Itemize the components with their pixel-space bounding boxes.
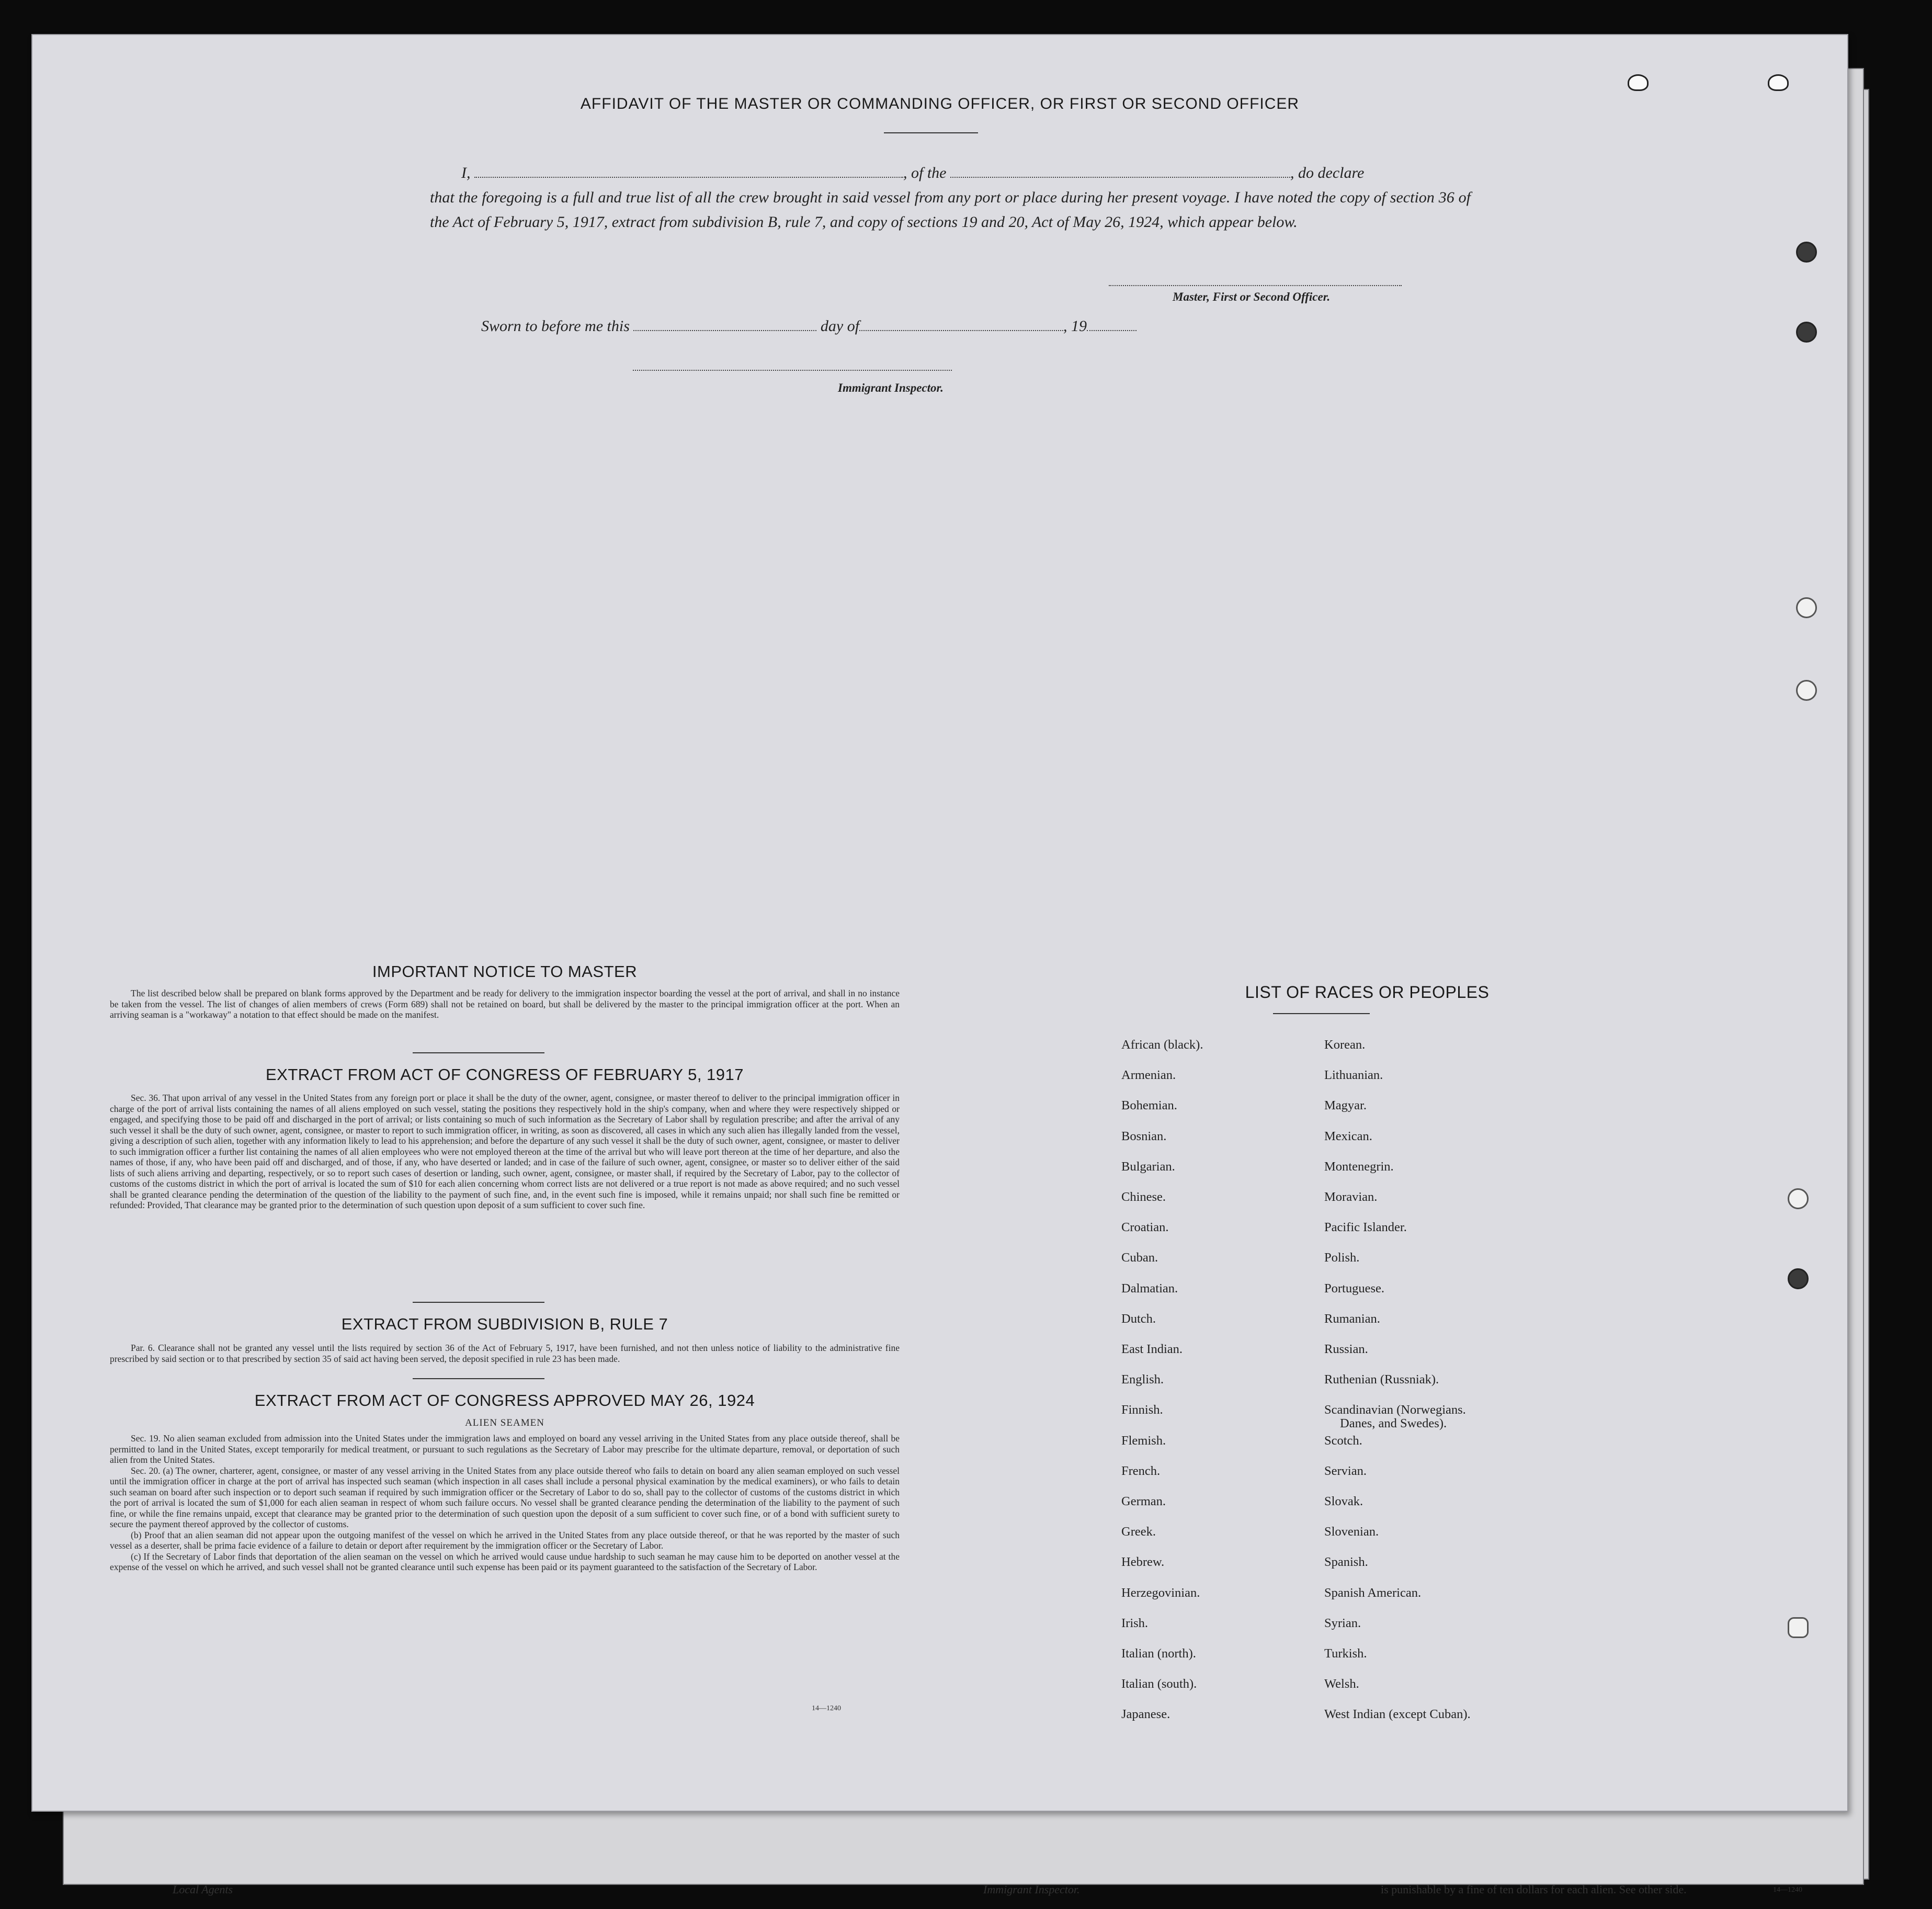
race-item: Welsh. (1324, 1677, 1359, 1691)
race-item: Spanish American. (1324, 1585, 1422, 1600)
race-item: Montenegrin. (1324, 1159, 1394, 1174)
extract-1924-title: EXTRACT FROM ACT OF CONGRESS APPROVED MAY 26, 1924 (254, 1391, 755, 1410)
extract-1924-text (110, 1433, 900, 1573)
race-item: Spanish. (1324, 1555, 1368, 1570)
affidavit-text (430, 161, 1471, 234)
race-item: Portuguese. (1324, 1281, 1384, 1296)
name-blank (474, 166, 903, 178)
master-signature-label: Master, First or Second Officer. (1173, 290, 1331, 303)
divider (884, 132, 978, 133)
background-edge-text: is punishable by a fine of ten dollars for each alien. See other side. (1381, 1883, 1687, 1896)
background-edge-text: Local Agents (173, 1883, 233, 1896)
divider (413, 1052, 544, 1053)
punch-notch (1628, 74, 1649, 91)
punch-hole (1796, 322, 1817, 343)
race-item: Italian (north). (1121, 1646, 1196, 1661)
notice-title: IMPORTANT NOTICE TO MASTER (372, 962, 638, 981)
race-item: Irish. (1121, 1616, 1149, 1630)
race-item: Pacific Islander. (1324, 1220, 1407, 1235)
race-item: English. (1121, 1372, 1164, 1387)
alien-seamen-heading: ALIEN SEAMEN (465, 1417, 544, 1428)
year-blank (1087, 320, 1137, 331)
punch-hole (1788, 1188, 1809, 1209)
inspector-signature-line (633, 370, 952, 371)
race-item: Syrian. (1324, 1616, 1361, 1630)
race-item: Armenian. (1121, 1068, 1176, 1083)
races-title: LIST OF RACES OR PEOPLES (1245, 983, 1490, 1002)
punch-hole (1796, 597, 1817, 618)
race-item: Moravian. (1324, 1190, 1378, 1204)
race-item: Servian. (1324, 1463, 1367, 1478)
race-item: Slovenian. (1324, 1525, 1379, 1539)
race-item: French. (1121, 1463, 1161, 1478)
section-20c-paragraph: (c) If the Secretary of Labor finds that deportation of the alien seaman on the vessel on which he arrived would cause undue hardship to such seaman he may cause him to be deported on another vessel at the expense of the vessel on which he arrived, and such vessel shall not be granted clearance until such expense has been paid or its payment guaranteed to the satisfaction of the Secretary of Labor. (110, 1551, 900, 1572)
race-item: Ruthenian (Russniak). (1324, 1372, 1439, 1387)
document-page (31, 34, 1848, 1812)
race-item: West Indian (except Cuban). (1324, 1707, 1471, 1722)
race-item: East Indian. (1121, 1342, 1183, 1356)
race-item: Italian (south). (1121, 1677, 1197, 1691)
affidavit-title: AFFIDAVIT OF THE MASTER OR COMMANDING OFFICER, OR FIRST OR SECOND OFFICER (580, 95, 1300, 112)
race-item: Croatian. (1121, 1220, 1169, 1235)
subdivision-title: EXTRACT FROM SUBDIVISION B, RULE 7 (341, 1315, 668, 1333)
section-36-paragraph: Sec. 36. That upon arrival of any vessel in the United States from any foreign port or place it shall be the duty of the owner, agent, consignee, or master thereof to deliver to the principal immigration officer in charge of the port of arrival lists containing the names of all aliens employed on such vessel, stating the positions they respectively hold in the ship's company, when and where they were respectively shipped or engaged, and specifying those to be paid off and discharged in the port of arrival; or lists containing so much of such information as the Secretary of Labor shall by regulation prescribe; and after the arrival of any such vessel it shall be the duty of such owner, agent, consignee, or master to report to such immigration officer, in writing, as soon as discovered, all cases in which any such alien has illegally landed from the vessel, giving a description of such alien, together with any information likely to lead to his apprehension; and before the departure of any such vessel it shall be the duty of such owner, agent, consignee, or master to deliver to such immigration officer a further list containing the names of all alien employees who were not employed thereon at the time of the arrival but who will leave port thereon at the time of her departure, and also the names of those, if any, who have been paid off and discharged, and of those, if any, who have deserted or landed; and in case of the failure of such owner, agent, consignee, or master so to deliver either of the said lists of such aliens arriving and departing, respectively, or so to report such cases of desertion or landing, such owner, agent, consignee, or master shall, if required by the Secretary of Labor, pay to the collector of customs of the customs district in which the port of arrival is located the sum of $10 for each alien concerning whom correct lists are not delivered or a true report is not made as above required; and no such vessel shall be granted clearance pending the determination of the question of the liability to the payment of such fine, and, in the event such fine is imposed, while it remains unpaid; nor shall such fine be remitted or refunded: Provided, That clearance may be granted prior to the determination of such question upon deposit of a sum sufficient to cover such fine. (110, 1093, 900, 1210)
affidavit-i: I, (461, 164, 471, 181)
punch-hole (1796, 680, 1817, 701)
inspector-label: Immigrant Inspector. (838, 381, 944, 394)
race-item: Danes, and Swedes). (1340, 1416, 1447, 1431)
race-item: Herzegovinian. (1121, 1585, 1200, 1600)
race-item: Greek. (1121, 1525, 1156, 1539)
race-item: Scotch. (1324, 1433, 1362, 1448)
sworn-prefix: Sworn to before me this (481, 317, 630, 335)
section-20b-paragraph: (b) Proof that an alien seaman did not appear upon the outgoing manifest of the vessel on which he arrived in the United States from any place outside thereof, or that he was reported by the master of such vessel as a deserter, shall be prima facie evidence of a failure to detain or deport after requirement by the immigration officer or the Secretary of Labor. (110, 1529, 900, 1551)
extract-1917-title: EXTRACT FROM ACT OF CONGRESS OF FEBRUARY 5, 1917 (265, 1065, 744, 1084)
race-item: Magyar. (1324, 1098, 1367, 1113)
race-item: Russian. (1324, 1342, 1368, 1356)
vessel-blank (950, 166, 1290, 178)
race-item: Bohemian. (1121, 1098, 1177, 1113)
day-blank (633, 320, 816, 331)
rule-7-paragraph: Par. 6. Clearance shall not be granted any vessel until the lists required by section 36 of the Act of February 5, 1917, have been furnished, and not then unless notice of liability to the administrative fine prescribed by said section or to that prescribed by section 35 of said act having been served, the deposit specified in rule 23 has been made. (110, 1343, 900, 1364)
race-item: Turkish. (1324, 1646, 1367, 1661)
race-item: Finnish. (1121, 1403, 1163, 1417)
notice-text (110, 988, 900, 1020)
extract-1917-text (110, 1093, 900, 1211)
sworn-year: , 19 (1063, 317, 1087, 335)
affidavit-of-the: , of the (903, 164, 947, 181)
divider (413, 1302, 544, 1303)
race-item: Rumanian. (1324, 1311, 1380, 1326)
race-item: Japanese. (1121, 1707, 1170, 1722)
sworn-day-of: day of (820, 317, 860, 335)
background-edge-text: 14—1240 (1773, 1886, 1802, 1894)
subdivision-text (110, 1343, 900, 1364)
affidavit-declare: , do declare (1290, 164, 1365, 181)
race-item: Dalmatian. (1121, 1281, 1178, 1296)
race-item: Mexican. (1324, 1129, 1372, 1143)
notice-paragraph: The list described below shall be prepared on blank forms approved by the Department and be ready for delivery to the immigration inspector boarding the vessel at the port of arrival, and shall in no instance be taken from the vessel. The list of changes of alien members of crews (Form 689) shall not be retained on board, but shall be delivered by the master to the principal immigration officer at the port. When an arriving seaman is a "workaway" a notation to that effect should be made on the manifest. (110, 988, 900, 1020)
race-item: Bulgarian. (1121, 1159, 1175, 1174)
section-19-paragraph: Sec. 19. No alien seaman excluded from admission into the United States under the immigration laws and employed on board any vessel arriving in the United States from any place outside thereof, shall be permitted to land in the United States, except temporarily for medical treatment, or pursuant to such regulations as the Secretary of Labor may prescribe for the ultimate departure, removal, or deportation of such alien from the United States. (110, 1433, 900, 1465)
month-blank (859, 320, 1063, 331)
race-item: Dutch. (1121, 1311, 1156, 1326)
signature-line (1109, 285, 1402, 286)
form-number: 14—1240 (812, 1705, 841, 1712)
punch-hole (1796, 242, 1817, 263)
sworn-line (481, 317, 1137, 335)
race-item: Polish. (1324, 1251, 1360, 1265)
race-item: Flemish. (1121, 1433, 1166, 1448)
race-item: Chinese. (1121, 1190, 1166, 1204)
punch-hole (1788, 1268, 1809, 1289)
affidavit-statement: that the foregoing is a full and true list of all the crew brought in said vessel from any port or place during her present voyage. I have noted the copy of section 36 of the Act of February 5, 1917, extract from subdivision B, rule 7, and copy of sections 19 and 20, Act of May 26, 1924, which appear below. (430, 189, 1471, 231)
race-item: Lithuanian. (1324, 1068, 1383, 1083)
divider (413, 1378, 544, 1379)
race-item: German. (1121, 1494, 1166, 1508)
race-item: Scandinavian (Norwegians. (1324, 1403, 1466, 1417)
race-item: Slovak. (1324, 1494, 1363, 1508)
race-item: Cuban. (1121, 1251, 1158, 1265)
race-item: African (black). (1121, 1038, 1203, 1052)
background-edge-text: Immigrant Inspector. (983, 1883, 1080, 1896)
punch-notch (1768, 74, 1789, 91)
divider (1273, 1013, 1370, 1014)
section-20a-paragraph: Sec. 20. (a) The owner, charterer, agent, consignee, or master of any vessel arriving in the United States from any place outside thereof who fails to detain on board any alien seaman employed on such vessel until the immigration officer in charge at the port of arrival has inspected such seaman (which inspection in all cases shall include a personal physical examination by the medical examiners), or who fails to detain such seaman on board after such inspection or to deport such seaman if required by such immigration officer or the Secretary of Labor to do so, shall pay to the collector of customs of the customs district in which the port of arrival is located the sum of $1,000 for each alien seaman in respect of whom such failure occurs. No vessel shall be granted clearance pending the determination of the liability to the payment of such fine, or while the fine remains unpaid, except that clearance may be granted prior to the determination of such question upon the deposit of a sum sufficient to cover such fine, or of a bond with sufficient surety to secure the payment thereof approved by the collector of customs. (110, 1465, 900, 1529)
race-item: Hebrew. (1121, 1555, 1165, 1570)
race-item: Korean. (1324, 1038, 1366, 1052)
punch-hole (1788, 1617, 1809, 1638)
race-item: Bosnian. (1121, 1129, 1167, 1143)
